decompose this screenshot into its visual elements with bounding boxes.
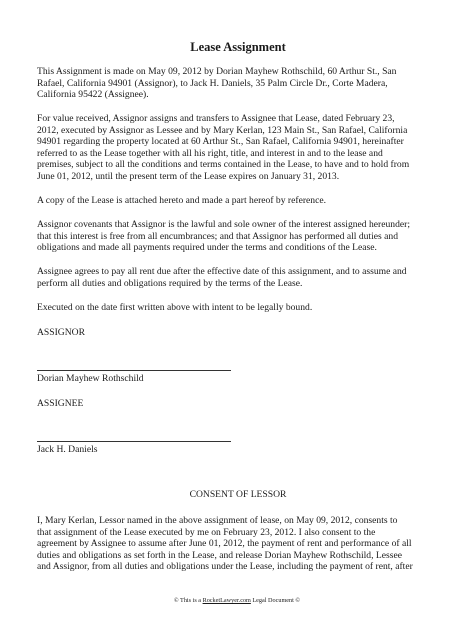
paragraph-line: agreement by Assignee to assume after June 01, 2012, the payment of rent and performance of all <box>37 538 412 550</box>
assignor-label: ASSIGNOR <box>37 327 85 338</box>
footer-suffix: Legal Document © <box>250 597 301 604</box>
rocketlawyer-link[interactable]: RocketLawyer.com <box>202 597 251 604</box>
assignee-label: ASSIGNEE <box>37 398 84 409</box>
covenants-paragraph <box>37 219 439 254</box>
paragraph-line: premises, subject to all the conditions and terms contained in the Lease, to have and to hold from <box>37 159 410 171</box>
paragraph-line: I, Mary Kerlan, Lessor named in the above assignment of lease, on May 09, 2012, consents to <box>37 515 398 526</box>
assignee-signature-line <box>37 441 231 442</box>
paragraph-line: This Assignment is made on May 09, 2012 by Dorian Mayhew Rothschild, 60 Arthur St., San <box>37 66 397 77</box>
paragraph-line: duties and obligations as set forth in the Lease, and release Dorian Mayhew Rothschild, Lessee <box>37 549 402 561</box>
execution-paragraph <box>37 302 439 314</box>
paragraph-line: 94901 regarding the property located at 60 Arthur St., San Rafael, California 94901, hereinafter <box>37 136 404 148</box>
paragraph-line: Assignor covenants that Assignor is the lawful and sole owner of the interest assigned hereunder; <box>37 219 411 230</box>
assignor-signature-line <box>37 370 231 371</box>
assignor-name: Dorian Mayhew Rothschild <box>37 373 144 384</box>
assignee-agreement-paragraph <box>37 266 439 289</box>
assignee-name: Jack H. Daniels <box>37 444 98 455</box>
paragraph-line: A copy of the Lease is attached hereto and made a part hereof by reference. <box>37 195 326 206</box>
paragraph-line: Rafael, California 94901 (Assignor), to Jack H. Daniels, 35 Palm Circle Dr., Corte Madera, <box>37 77 388 89</box>
consent-heading: CONSENT OF LESSOR <box>189 489 287 500</box>
footer-prefix: © This is a <box>173 597 203 604</box>
intro-paragraph <box>37 66 439 101</box>
paragraph-line: obligations and made all payments required under the terms and conditions of the Lease. <box>37 242 377 254</box>
paragraph-line: that assignment of the Lease executed by me on February 23, 2012. I also consent to the <box>37 526 376 538</box>
lease-copy-paragraph <box>37 195 439 207</box>
paragraph-line: June 01, 2012, until the present term of the Lease expires on January 31, 2013. <box>37 170 340 182</box>
document-title: Lease Assignment <box>190 40 286 54</box>
paragraph-line: and Assignor, from all duties and obligations under the Lease, including the payment of rent, after <box>37 561 413 573</box>
paragraph-line: California 95422 (Assignee). <box>37 89 149 101</box>
paragraph-line: 2012, executed by Assignor as Lessee and by Mary Kerlan, 123 Main St., San Rafael, California <box>37 124 408 136</box>
paragraph-line: For value received, Assignor assigns and transfers to Assignee that Lease, dated February 23, <box>37 113 395 124</box>
paragraph-line: Assignee agrees to pay all rent due after the effective date of this assignment, and to assume and <box>37 266 407 277</box>
paragraph-line: that this interest is free from all encumbrances; and that Assignor has performed all duties and <box>37 230 398 242</box>
paragraph-line: referred to as the Lease together with all his right, title, and interest in and to the lease and <box>37 147 383 159</box>
assignment-paragraph <box>37 113 439 183</box>
consent-paragraph <box>37 515 439 573</box>
footer <box>0 597 474 605</box>
paragraph-line: Executed on the date first written above with intent to be legally bound. <box>37 302 313 313</box>
paragraph-line: perform all duties and obligations required by the terms of the Lease. <box>37 277 303 289</box>
